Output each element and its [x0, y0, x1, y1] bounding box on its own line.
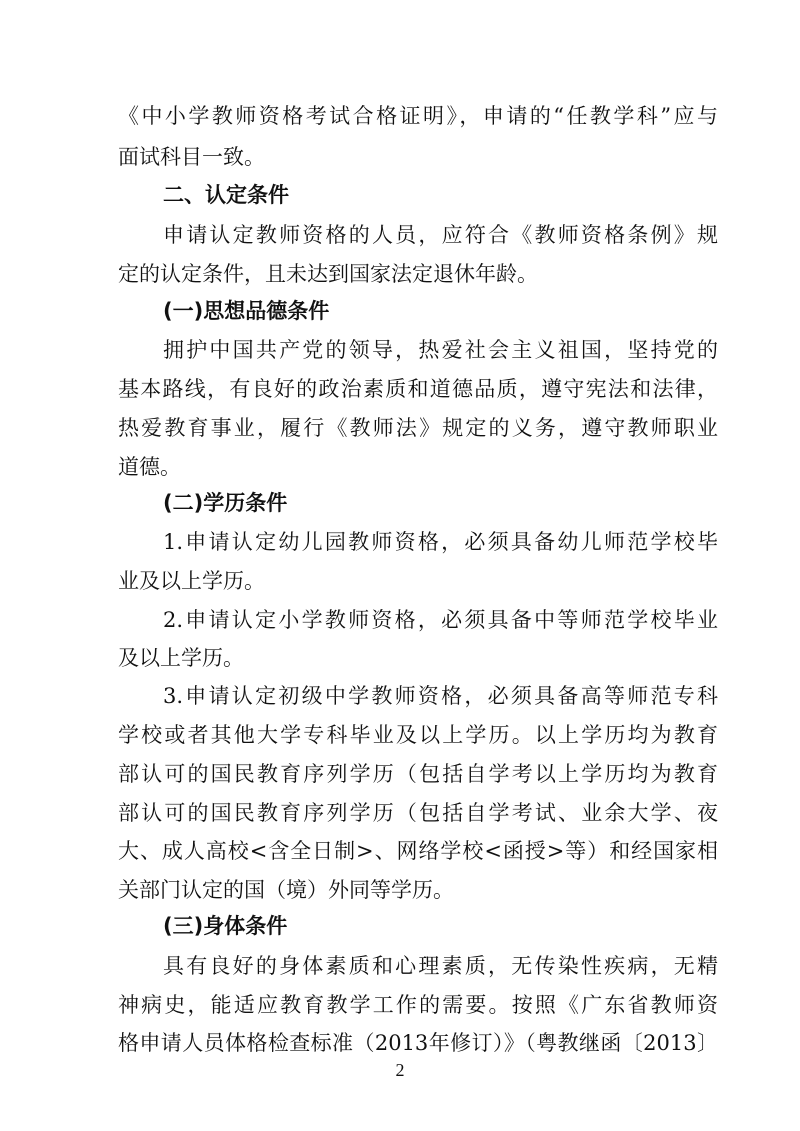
- subsection-heading: (二)学历条件: [163, 491, 288, 515]
- body-line: 神病史，能适应教育教学工作的需要。按照《广东省教师资: [118, 993, 718, 1017]
- body-line: 拥护中国共产党的领导，热爱社会主义祖国，坚持党的: [163, 338, 718, 362]
- body-line: 格申请人员体格检查标准（2013年修订）》（粤教继函〔2013〕: [118, 1031, 718, 1055]
- body-line: 基本路线，有良好的政治素质和道德品质，遵守宪法和法律，: [118, 377, 718, 401]
- subsection-heading: (三)身体条件: [163, 914, 288, 938]
- body-line: 2.申请认定小学教师资格，必须具备中等师范学校毕业: [163, 608, 718, 632]
- section-heading: 二、认定条件: [163, 183, 289, 207]
- body-line: 业及以上学历。: [118, 569, 265, 593]
- page-number: 2: [395, 1060, 405, 1080]
- body-line: 部认可的国民教育序列学历（包括自学考试、业余大学、夜: [118, 801, 718, 825]
- body-line: 3.申请认定初级中学教师资格，必须具备高等师范专科: [163, 684, 718, 708]
- subsection-heading: (一)思想品德条件: [163, 299, 330, 323]
- body-line: 学校或者其他大学专科毕业及以上学历。以上学历均为教育: [118, 723, 718, 747]
- body-line: 1.申请认定幼儿园教师资格，必须具备幼儿师范学校毕: [163, 530, 718, 554]
- body-line: 大、成人高校<含全日制>、网络学校<函授>等）和经国家相: [118, 839, 718, 863]
- body-line: 定的认定条件，且未达到国家法定退休年龄。: [118, 262, 538, 286]
- body-line: 道德。: [118, 455, 181, 479]
- body-line: 申请认定教师资格的人员，应符合《教师资格条例》规: [163, 223, 718, 247]
- body-line: 《中小学教师资格考试合格证明》，申请的“任教学科”应与: [118, 104, 718, 128]
- body-line: 关部门认定的国（境）外同等学历。: [118, 878, 454, 902]
- body-line: 热爱教育事业，履行《教师法》规定的义务，遵守教师职业: [118, 416, 718, 440]
- body-line: 具有良好的身体素质和心理素质，无传染性疾病，无精: [163, 954, 718, 978]
- body-line: 及以上学历。: [118, 646, 244, 670]
- body-line: 部认可的国民教育序列学历（包括自学考以上学历均为教育: [118, 762, 718, 786]
- body-line: 面试科目一致。: [118, 145, 265, 169]
